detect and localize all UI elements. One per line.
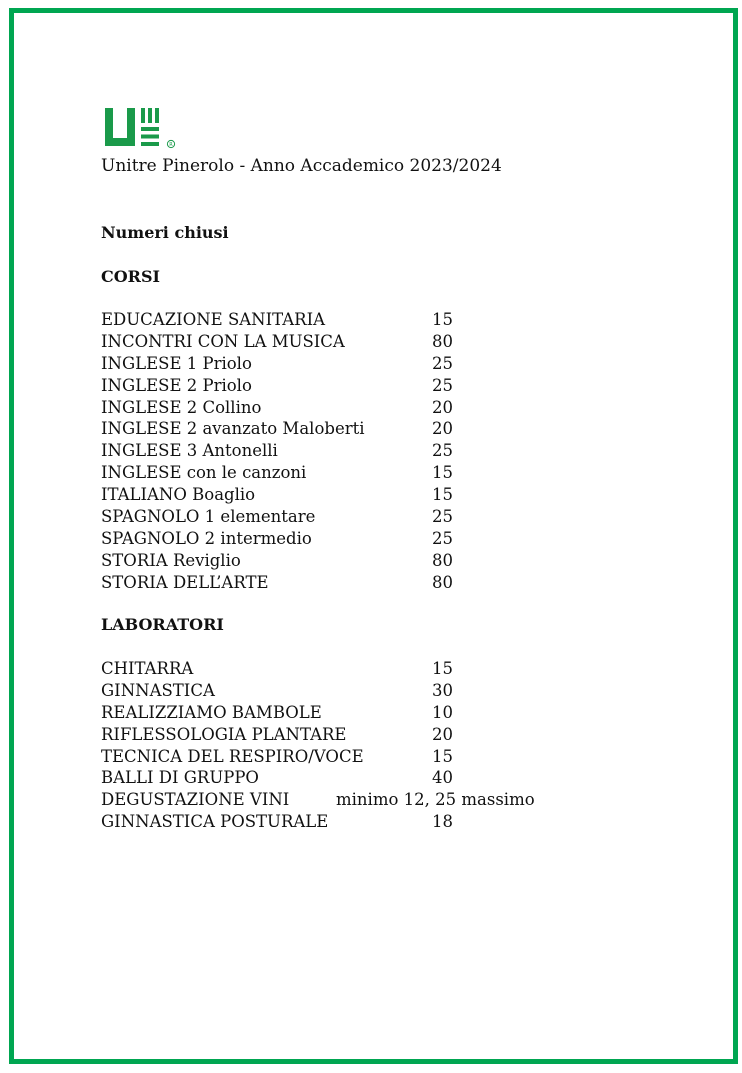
section-title-laboratori: LABORATORI (101, 615, 224, 634)
lab-limit: 10 (432, 702, 453, 722)
lab-name: BALLI DI GRUPPO (101, 768, 259, 788)
course-limit: 15 (432, 310, 453, 329)
course-name: INGLESE 2 avanzato Maloberti (101, 419, 365, 439)
lab-limit: 40 (432, 768, 453, 788)
list-item (101, 484, 601, 506)
course-limit: 20 (432, 419, 453, 439)
course-name: INGLESE 1 Priolo (101, 353, 252, 373)
list-item (101, 746, 601, 768)
svg-text:R: R (169, 142, 173, 148)
lab-limit: minimo 12, 25 massimo (336, 790, 535, 810)
unitre-logo-icon (105, 108, 177, 152)
course-limit: 80 (432, 550, 453, 570)
document-subtitle: Numeri chiusi (101, 223, 229, 242)
course-limit: 25 (432, 353, 453, 373)
course-name: ITALIANO Boaglio (101, 485, 256, 505)
course-limit: 15 (432, 485, 453, 505)
list-item (101, 418, 601, 440)
course-limit: 25 (432, 441, 453, 461)
list-item (101, 440, 601, 462)
course-name: SPAGNOLO 1 elementare (101, 507, 316, 527)
document-header: Unitre Pinerolo - Anno Accademico 2023/2024 (101, 156, 502, 176)
course-name: EDUCAZIONE SANITARIA (101, 310, 326, 329)
list-item (101, 789, 601, 811)
lab-name: DEGUSTAZIONE VINI (101, 790, 290, 810)
list-item (101, 397, 601, 419)
list-item (101, 309, 601, 331)
course-name: INGLESE con le canzoni (101, 463, 307, 483)
course-name: INGLESE 2 Priolo (101, 375, 252, 395)
lab-limit: 20 (432, 724, 453, 744)
course-limit: 20 (432, 397, 453, 417)
lab-name: TECNICA DEL RESPIRO/VOCE (101, 746, 364, 766)
lab-limit: 15 (432, 659, 453, 678)
course-limit: 25 (432, 507, 453, 527)
course-limit: 80 (432, 331, 453, 351)
course-name: INCONTRI CON LA MUSICA (101, 331, 345, 351)
lab-name: RIFLESSOLOGIA PLANTARE (101, 724, 347, 744)
corsi-list (101, 309, 601, 594)
list-item (101, 550, 601, 572)
list-item (101, 353, 601, 375)
list-item (101, 811, 601, 833)
course-name: INGLESE 3 Antonelli (101, 441, 278, 461)
lab-limit: 18 (432, 812, 453, 832)
course-name: INGLESE 2 Collino (101, 397, 262, 417)
lab-name: REALIZZIAMO BAMBOLE (101, 702, 322, 722)
list-item (101, 767, 601, 789)
list-item (101, 658, 601, 680)
list-item (101, 680, 601, 702)
course-limit: 15 (432, 463, 453, 483)
lab-name: CHITARRA (101, 659, 194, 678)
list-item (101, 572, 601, 594)
lab-name: GINNASTICA (101, 680, 215, 700)
course-name: STORIA Reviglio (101, 550, 241, 570)
course-limit: 80 (432, 572, 453, 592)
list-item (101, 528, 601, 550)
laboratori-list (101, 658, 601, 833)
course-limit: 25 (432, 375, 453, 395)
list-item (101, 331, 601, 353)
lab-name: GINNASTICA POSTURALE (101, 812, 329, 832)
course-limit: 25 (432, 528, 453, 548)
list-item (101, 724, 601, 746)
section-title-corsi: CORSI (101, 267, 161, 286)
course-name: SPAGNOLO 2 intermedio (101, 528, 312, 548)
list-item (101, 506, 601, 528)
course-name: STORIA DELL’ARTE (101, 572, 269, 592)
list-item (101, 462, 601, 484)
lab-limit: 15 (432, 746, 453, 766)
list-item (101, 375, 601, 397)
list-item (101, 702, 601, 724)
lab-limit: 30 (432, 680, 453, 700)
